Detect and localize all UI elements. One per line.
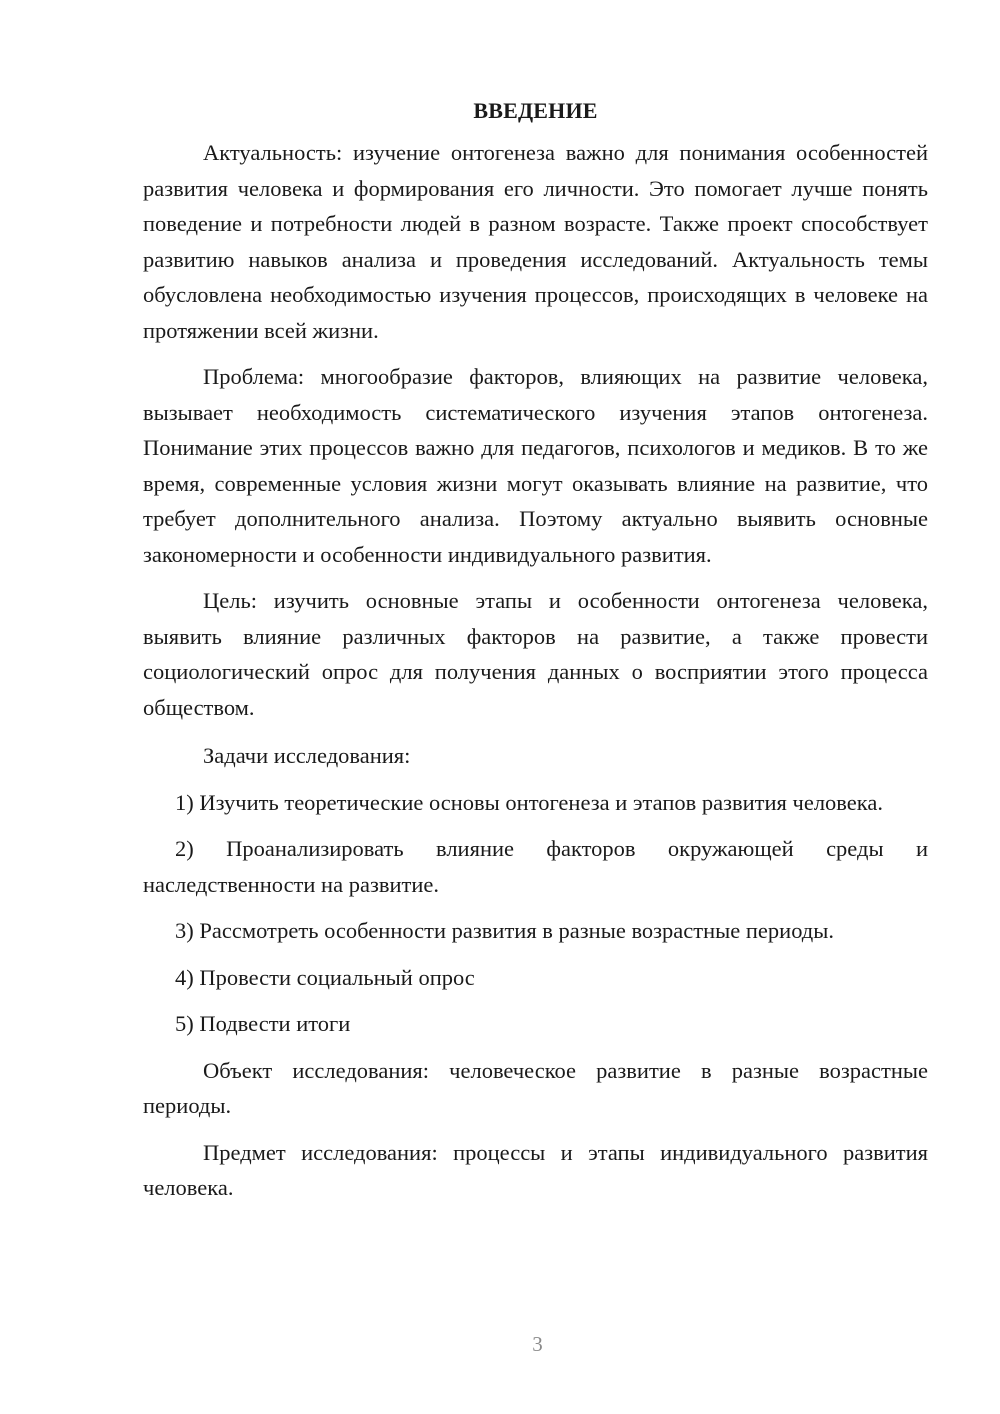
page-title: ВВЕДЕНИЕ	[473, 98, 598, 123]
page-content	[143, 95, 928, 1217]
task-item-3: 3) Рассмотреть особенности развития в разные возрастные периоды.	[175, 918, 834, 943]
paragraph-goal: Цель: изучить основные этапы и особенности онтогенеза человека, выявить влияние различных факторов на развитие, а также провести социологический опрос для получения данных о восприятии этого процесса обществом.	[143, 588, 928, 720]
paragraph-subject: Предмет исследования: процессы и этапы индивидуального развития человека.	[143, 1139, 928, 1200]
tasks-heading: Задачи исследования:	[203, 743, 411, 768]
task-item-2: 2) Проанализировать влияние факторов окружающей среды и наследственности на развитие.	[143, 836, 928, 897]
paragraph-object: Объект исследования: человеческое развитие в разные возрастные периоды.	[143, 1057, 928, 1118]
task-item-4: 4) Провести социальный опрос	[175, 964, 475, 990]
paragraph-problem: Проблема: многообразие факторов, влияющих на развитие человека, вызывает необходимость систематического изучения этапов онтогенеза. Понимание этих процессов важно для педагогов, психологов и медиков. В то же время, современные условия жизни могут оказывать влияние на развитие, что требует дополнительного анализа. Поэтому актуально выявить основные закономерности и особенности индивидуального развития.	[143, 364, 928, 567]
task-item-5: 5) Подвести итоги	[175, 1011, 351, 1036]
task-item-1: 1) Изучить теоретические основы онтогенеза и этапов развития человека.	[175, 789, 883, 815]
paragraph-relevance: Актуальность: изучение онтогенеза важно для понимания особенностей развития человека и формирования его личности. Это помогает лучше понять поведение и потребности людей в разном возрасте. Также проект способствует развитию навыков анализа и проведения исследований. Актуальность темы обусловлена необходимостью изучения процессов, происходящих в человеке на протяжении всей жизни.	[143, 140, 928, 343]
page-number: 3	[532, 1332, 543, 1356]
